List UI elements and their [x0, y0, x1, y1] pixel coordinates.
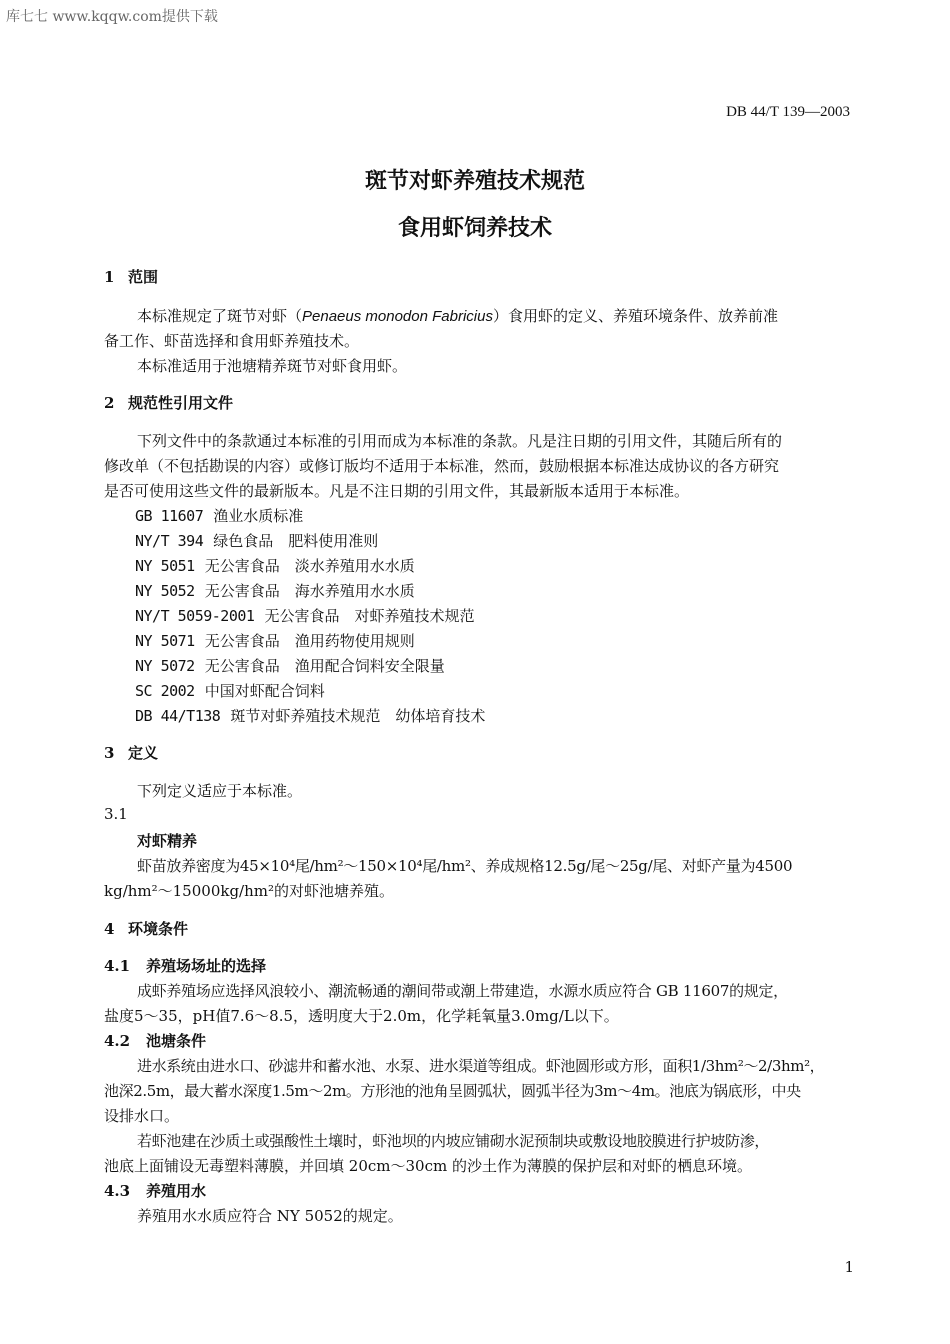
- s4-2-line-1: 进水系统由进水口、砂滤井和蓄水池、水泵、进水渠道等组成。虾池圆形或方形，面积1/3hm²～2/3hm²，: [137, 1057, 825, 1075]
- section-number: 4: [104, 920, 115, 938]
- section-title: 范围: [128, 268, 159, 286]
- subsection-4-2-heading: 4.2 池塘条件: [104, 1032, 207, 1050]
- term-definition-line-2: kg/hm²～15000kg/hm²的对虾池塘养殖。: [104, 882, 395, 900]
- term-name: 对虾精养: [137, 832, 198, 850]
- subsection-4-3-heading: 4.3 养殖用水: [104, 1182, 207, 1200]
- section-title: 环境条件: [128, 920, 189, 938]
- s1-paragraph-1-line-2: 备工作、虾苗选择和食用虾养殖技术。: [104, 332, 360, 350]
- term-definition-line-1: 虾苗放养密度为45×10⁴尾/hm²～150×10⁴尾/hm²、养成规格12.5g/尾～25g/尾、对虾产量为4500: [137, 857, 793, 875]
- document-number: DB 44/T 139—2003: [726, 104, 850, 120]
- s4-2-line-4: 若虾池建在沙质土或强酸性土壤时，虾池坝的内坡应铺砌水泥预制块或敷设地胶膜进行护坡防渗，: [137, 1132, 770, 1150]
- section-4-heading: [104, 918, 188, 939]
- s4-1-line-1: 成虾养殖场应选择风浪较小、潮流畅通的潮间带或潮上带建造，水源水质应符合 GB 11607的规定，: [137, 982, 788, 1000]
- reference-item: NY/T 5059-2001 无公害食品 对虾养殖技术规范: [135, 607, 475, 625]
- s4-2-line-5: 池底上面铺设无毒塑料薄膜，并回填 20cm～30cm 的沙土作为薄膜的保护层和对虾的栖息环境。: [104, 1157, 752, 1175]
- section-number: 1: [104, 268, 115, 286]
- reference-item: SC 2002 中国对虾配合饲料: [135, 682, 325, 700]
- s2-paragraph-line-1: 下列文件中的条款通过本标准的引用而成为本标准的条款。凡是注日期的引用文件，其随后所有的: [137, 432, 783, 450]
- s1-paragraph-1-line-1: 本标准规定了斑节对虾（Penaeus monodon Fabricius）食用虾的定义、养殖环境条件、放养前准: [137, 307, 778, 325]
- reference-item: NY 5051 无公害食品 淡水养殖用水水质: [135, 557, 415, 575]
- s4-2-line-3: 设排水口。: [104, 1107, 180, 1125]
- page-subtitle: 食用虾饲养技术: [397, 215, 552, 241]
- section-3-heading: [104, 742, 158, 763]
- section-number: 3: [104, 744, 115, 762]
- s1-paragraph-2: 本标准适用于池塘精养斑节对虾食用虾。: [137, 357, 408, 375]
- page-number: 1: [844, 1258, 854, 1276]
- section-title: 规范性引用文件: [128, 394, 234, 412]
- reference-item: NY 5052 无公害食品 海水养殖用水水质: [135, 582, 415, 600]
- reference-item: NY/T 394 绿色食品 肥料使用准则: [135, 532, 379, 550]
- s3-intro: 下列定义适应于本标准。: [137, 782, 303, 800]
- section-number: 2: [104, 394, 115, 412]
- s2-paragraph-line-2: 修改单（不包括勘误的内容）或修订版均不适用于本标准，然而，鼓励根据本标准达成协议的各方研究: [104, 457, 780, 475]
- s2-paragraph-line-3: 是否可使用这些文件的最新版本。凡是不注日期的引用文件，其最新版本适用于本标准。: [104, 482, 690, 500]
- s4-2-line-2: 池深2.5m，最大蓄水深度1.5m～2m。方形池的池角呈圆弧状，圆弧半径为3m～4m。池底为锅底形，中央: [104, 1082, 801, 1100]
- subsection-number: 3.1: [104, 805, 128, 823]
- subsection-4-1-heading: 4.1 养殖场场址的选择: [104, 957, 267, 975]
- section-title: 定义: [128, 744, 159, 762]
- latin-name: Penaeus monodon Fabricius: [302, 308, 493, 325]
- reference-item: NY 5072 无公害食品 渔用配合饲料安全限量: [135, 657, 445, 675]
- s4-1-line-2: 盐度5～35，pH值7.6～8.5，透明度大于2.0m，化学耗氧量3.0mg/L以下。: [104, 1007, 619, 1025]
- reference-item: DB 44/T138 斑节对虾养殖技术规范 幼体培育技术: [135, 707, 486, 725]
- reference-item: NY 5071 无公害食品 渔用药物使用规则: [135, 632, 415, 650]
- section-2-heading: [104, 392, 233, 413]
- watermark: 库七七 www.kqqw.com提供下载: [6, 9, 218, 25]
- reference-item: GB 11607 渔业水质标准: [135, 507, 304, 525]
- s4-3-line-1: 养殖用水水质应符合 NY 5052的规定。: [137, 1207, 403, 1225]
- page-title: 斑节对虾养殖技术规范: [364, 168, 585, 194]
- section-1-heading: [104, 266, 158, 287]
